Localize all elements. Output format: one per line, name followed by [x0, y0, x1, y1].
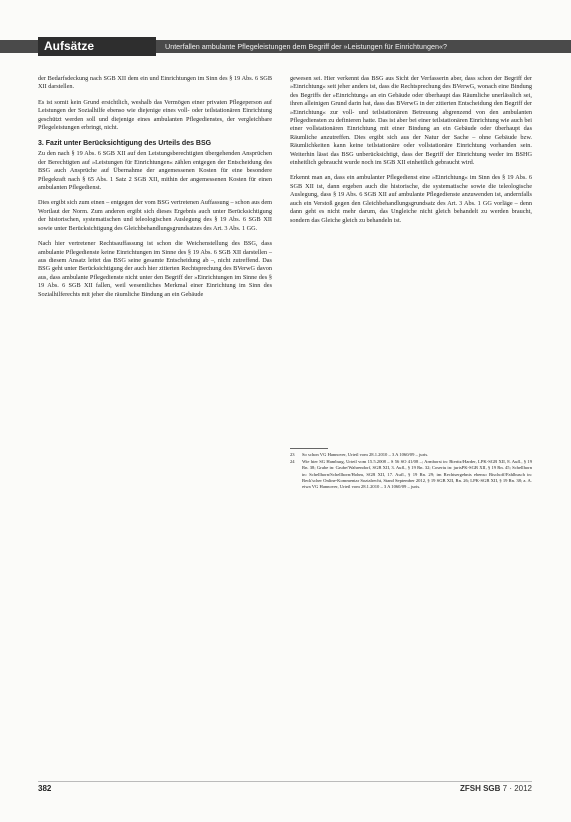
footnote-text: Wie hier SG Hamburg, Urteil vom 15.5.2008 – S 56 SO 41/08 –; Armborst in: Bieritz/Harder, LPK-SGB XII, 8. Aufl., § 19 Rn. 38; Grube in: Grube/Wahrendorf, SGB XII, 3. Aufl., § 19 Rn. 32; Coseriu in: jurisPK-SGB XII, § 19 Rn. 45; Schellhorn in: Schellhorn/Schellhorn/Hohm, SGB XII, 17. Aufl., § 19 Rn. 29; im Rechtsergebnis ebenso Bischoff/Fahlbusch in: Beck'scher Online-Kommentar Sozialrecht, Stand September 2012, § 19 SGB XII, Rn. 26; LPK-SGB XII, § 19 Rn. 38; a. A. etwa VG Hannover, Urteil vom 28.1.2010 – 3 A 1060/09 – juris. [302, 459, 532, 490]
footer-rule [38, 781, 532, 782]
paragraph: Zu den nach § 19 Abs. 6 SGB XII auf den Leistungsberechtigten übergehenden Ansprüchen der Berechtigten auf »Leistungen für Einrichtungen« zählen entgegen der Entscheidung des BSG auch Ansprüche auf Übernahme der angemessenen Kosten für eine besondere Pflegekraft nach § 65 Abs. 1 Satz 2 SGB XII, mithin der angemessenen Kosten für einen ambulanten Pflegedienst. [38, 150, 272, 192]
footnote [290, 459, 532, 490]
paragraph: Dies ergibt sich zum einen – entgegen der vom BSG vertretenen Auffassung – schon aus dem Wortlaut der Norm. Zum anderen ergibt sich dieses Ergebnis auch unter Berücksichtigung der historischen, systematischen und teleologischen Auslegung des § 19 Abs. 6 SGB XII sowie unter Berücksichtigung des Gleichbehandlungsgrundsatzes des Art. 3 Abs. 1 GG. [38, 199, 272, 232]
footnotes [290, 452, 532, 491]
footnote-number: 23 [290, 452, 295, 457]
journal-name: ZFSH SGB [459, 784, 501, 793]
running-head: Unterfallen ambulante Pflegeleistungen dem Begriff der »Leistungen für Einrichtungen«? [165, 42, 447, 51]
footnote [290, 452, 532, 458]
paragraph: Erkennt man an, dass ein ambulanter Pflegedienst eine »Einrichtung« im Sinn des § 19 Abs. 6 SGB XII ist, dann ergeben auch die historische, die systematische sowie die teleologische Auslegung, dass § 19 Abs. 6 SGB XII auf ambulante Pflegedienste anzuwenden ist, andernfalls auch ein Verstoß gegen den Gleichbehandlungsgrundsatz des Art. 3 Abs. 1 GG vorläge – denn dann geht es nicht mehr darum, das Ungleiche nicht gleich behandelt zu werden braucht, sondern das Gleiche gleich zu behandeln ist. [290, 174, 532, 224]
section-label: Aufsätze [38, 37, 156, 56]
section-heading: 3. Fazit unter Berücksichtigung des Urteils des BSG [38, 140, 212, 148]
paragraph: Nach hier vertretener Rechtsauffassung ist schon die Weichenstellung des BSG, dass ambulante Pflegedienste keine Einrichtungen im Sinne des § 19 Abs. 6 SGB XII darstellen – aus diesem Ansatz leitet das BSG seine gesamte Entscheidung ab –, nicht zutreffend. Das BSG geht unter Berücksichtigung der auch hier zitierten Rechtsprechung des BVerwG davon aus, dass ambulante Pflegedienste nicht unter den Begriff der »Einrichtungen im Sinne des § 19 Abs. 6 SGB XII fallen, weil wesentliches Merkmal einer Einrichtung im Sinn des Sozialhilferechts mit jeher die räumliche Bindung an ein Gebäude [38, 240, 272, 298]
footnote-number: 24 [290, 459, 295, 465]
paragraph: der Bedarfsdeckung nach SGB XII dem ein und Einrichtungen im Sinn des § 19 Abs. 6 SGB XII darstellen. [38, 75, 272, 91]
journal-info [460, 784, 532, 793]
paragraph: Es ist somit kein Grund ersichtlich, weshalb das Vermögen einer privaten Pflegeperson auf Leistungen der Sozialhilfe ebenso wie diejenige eines voll- oder teilstationären Einrichtung geschützt werden soll und diejenige eines ambulanten Pflegedienstes, der vergleichbare Pflegeleistungen erbringt, nicht. [38, 98, 272, 132]
journal-issue: 7 · 2012 [502, 784, 532, 793]
left-column [38, 75, 272, 306]
footnote-separator [290, 448, 328, 449]
page-number: 382 [38, 784, 52, 793]
footnote-text: So schon VG Hannover, Urteil vom 28.1.2010 – 3 A 1060/09 – juris. [302, 452, 429, 457]
paragraph: gewesen sei. Hier verkennt das BSG aus Sicht der Verfasserin aber, dass schon der Begriff der »Einrichtung« seit jeher anders ist, dass die Rechtsprechung des BVerwG, wonach eine Bindung des Begriffs der »Einrichtung« an ein Gebäude oder überhaupt das Räumliche unerlässlich sei, ihren alleinigen Grund darin hat, dass das BVerwG in der zitierten Entscheidung den Begriff der »Einrichtung« zur voll- und teilstationären Betreuung abgrenzend von den ambulanten Pflegediensten zu definieren hatte. Das ist aber bei einer teilstationären Einrichtung wie auch bei einer vollstationären Einrichtung mit einer Bindung an ein Gebäude oder überhaupt das Räumliche anzutreffen. Dies ergibt sich aus der Natur der Sache – ohne Gebäude bzw. Räumlichkeiten kann keine teilstationäre oder vollstationäre Einrichtung vorhanden sein. Weiterhin lässt das BSG unberücksichtigt, dass der Begriff der Einrichtung weder im BSHG einheitlich gebraucht wurde noch im SGB XII einheitlich gebraucht wird. [290, 75, 532, 167]
right-column [290, 75, 532, 232]
